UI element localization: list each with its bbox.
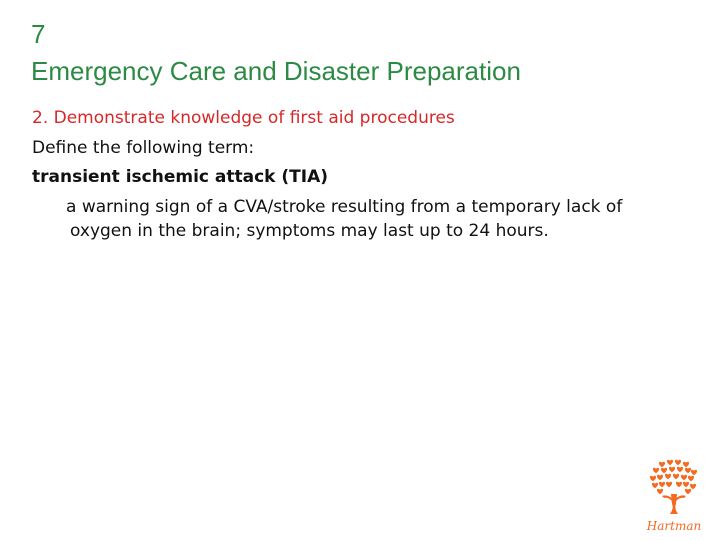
- heart-leaf-icon: [661, 468, 667, 473]
- learning-objective: 2. Demonstrate knowledge of first aid procedures: [32, 108, 455, 128]
- chapter-title: Emergency Care and Disaster Preparation: [31, 56, 521, 86]
- logo-wordmark: Hartman: [646, 519, 702, 533]
- heart-leaf-icon: [685, 468, 691, 473]
- heart-leaf-icon: [691, 470, 697, 475]
- heart-leaf-icon: [653, 468, 659, 473]
- heart-leaf-icon: [690, 484, 696, 489]
- heart-leaf-icon: [666, 482, 672, 487]
- heart-leaf-icon: [677, 467, 683, 472]
- heart-leaf-icon: [659, 462, 665, 467]
- heart-leaf-icon: [681, 475, 687, 480]
- chapter-number: 7: [31, 19, 46, 49]
- heart-leaf-icon: [688, 476, 694, 481]
- heart-leaf-icon: [683, 462, 689, 467]
- instruction-text: Define the following term:: [32, 138, 255, 158]
- heart-leaf-icon: [683, 482, 689, 487]
- heart-leaf-icon: [665, 474, 671, 479]
- heart-leaf-icon: [657, 489, 663, 494]
- heart-leaf-icon: [675, 460, 681, 465]
- term-definition: a warning sign of a CVA/stroke resulting from a temporary lack of oxygen in the brain; symptoms may last up to 24 hours.: [66, 197, 623, 241]
- heart-leaf-icon: [657, 475, 663, 480]
- heart-leaf-icon: [652, 483, 658, 488]
- heart-leaf-icon: [669, 467, 675, 472]
- tree-hearts-icon: [650, 460, 697, 514]
- heart-leaf-icon: [676, 482, 682, 487]
- term-heading: transient ischemic attack (TIA): [32, 167, 329, 187]
- heart-leaf-icon: [673, 474, 679, 479]
- heart-leaf-icon: [667, 460, 673, 465]
- heart-leaf-icon: [650, 476, 656, 481]
- heart-leaf-icon: [659, 482, 665, 487]
- heart-leaf-icon: [685, 489, 691, 494]
- hartman-logo: [640, 458, 708, 536]
